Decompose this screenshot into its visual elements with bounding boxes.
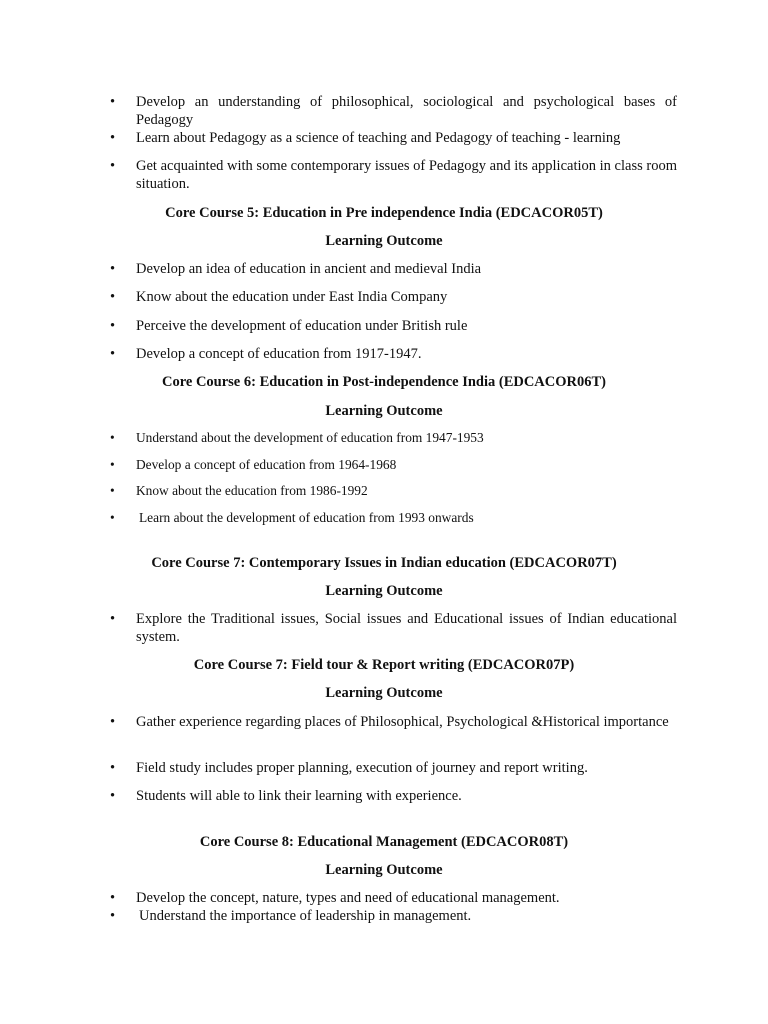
list-item (110, 288, 677, 306)
section-subtitle: Learning Outcome (325, 862, 443, 878)
bullet-icon: • (110, 908, 116, 924)
list-item-text: Learn about Pedagogy as a science of teaching and Pedagogy of teaching - learning (136, 130, 621, 146)
list-item-text: Develop the concept, nature, types and need of educational management. (136, 890, 560, 906)
section-subtitle: Learning Outcome (325, 685, 443, 701)
list-item (110, 509, 677, 527)
list-item-text: Understand about the development of education from 1947-1953 (136, 430, 484, 445)
list-item-text: Perceive the development of education under British rule (136, 318, 468, 334)
bullet-icon: • (110, 890, 116, 906)
bullet-icon: • (110, 457, 115, 472)
list-item-text: Develop an idea of education in ancient and medieval India (136, 261, 482, 277)
list-item (110, 889, 677, 907)
list-item (110, 429, 677, 447)
list-item-text: Explore the Traditional issues, Social issues and Educational issues of Indian educational system. (136, 611, 677, 645)
list-item (110, 759, 677, 777)
bullet-icon: • (110, 611, 116, 627)
list-item-text: Know about the education from 1986-1992 (136, 483, 368, 498)
section-title: Core Course 5: Education in Pre independence India (EDCACOR05T) (165, 205, 603, 221)
list-item (110, 907, 677, 925)
list-item (110, 93, 677, 129)
list-item (110, 482, 677, 500)
list-item (110, 713, 677, 731)
bullet-icon: • (110, 714, 116, 730)
bullet-icon: • (110, 130, 116, 146)
bullet-icon: • (110, 430, 115, 445)
list-item-text: Develop an understanding of philosophical, sociological and psychological bases of Pedagogy (136, 94, 677, 128)
bullet-icon: • (110, 94, 116, 110)
bullet-icon: • (110, 289, 116, 305)
list-item (110, 157, 677, 193)
bullet-icon: • (110, 158, 116, 174)
bullet-icon: • (110, 788, 116, 804)
section-title: Core Course 7: Contemporary Issues in Indian education (EDCACOR07T) (151, 555, 617, 571)
bullet-icon: • (110, 483, 115, 498)
list-item (110, 129, 677, 147)
bullet-icon: • (110, 261, 116, 277)
section-title: Core Course 8: Educational Management (EDCACOR08T) (199, 834, 569, 850)
list-item-text: Students will able to link their learning with experience. (136, 788, 462, 804)
bullet-icon: • (110, 346, 116, 362)
list-item (110, 260, 677, 278)
list-item-text: Learn about the development of education from 1993 onwards (139, 510, 474, 525)
bullet-icon: • (110, 510, 115, 525)
section-subtitle: Learning Outcome (325, 233, 443, 249)
list-item-text: Understand the importance of leadership in management. (139, 908, 472, 924)
section-title: Core Course 6: Education in Post-independence India (EDCACOR06T) (161, 374, 607, 390)
bullet-icon: • (110, 318, 116, 334)
list-item-text: Develop a concept of education from 1917-1947. (136, 346, 422, 362)
list-item (110, 456, 677, 474)
section-subtitle: Learning Outcome (325, 403, 443, 419)
list-item-text: Get acquainted with some contemporary issues of Pedagogy and its application in class room situation. (136, 158, 677, 192)
section-subtitle: Learning Outcome (325, 583, 443, 599)
list-item-text: Gather experience regarding places of Philosophical, Psychological &Historical importance (136, 714, 669, 730)
list-item-text: Know about the education under East India Company (136, 289, 448, 305)
list-item-text: Develop a concept of education from 1964-1968 (136, 457, 397, 472)
section-title: Core Course 7: Field tour & Report writing (EDCACOR07P) (193, 657, 575, 673)
list-item (110, 345, 677, 363)
bullet-icon: • (110, 760, 116, 776)
list-item-text: Field study includes proper planning, execution of journey and report writing. (136, 760, 588, 776)
list-item (110, 610, 677, 646)
list-item (110, 787, 677, 805)
list-item (110, 317, 677, 335)
